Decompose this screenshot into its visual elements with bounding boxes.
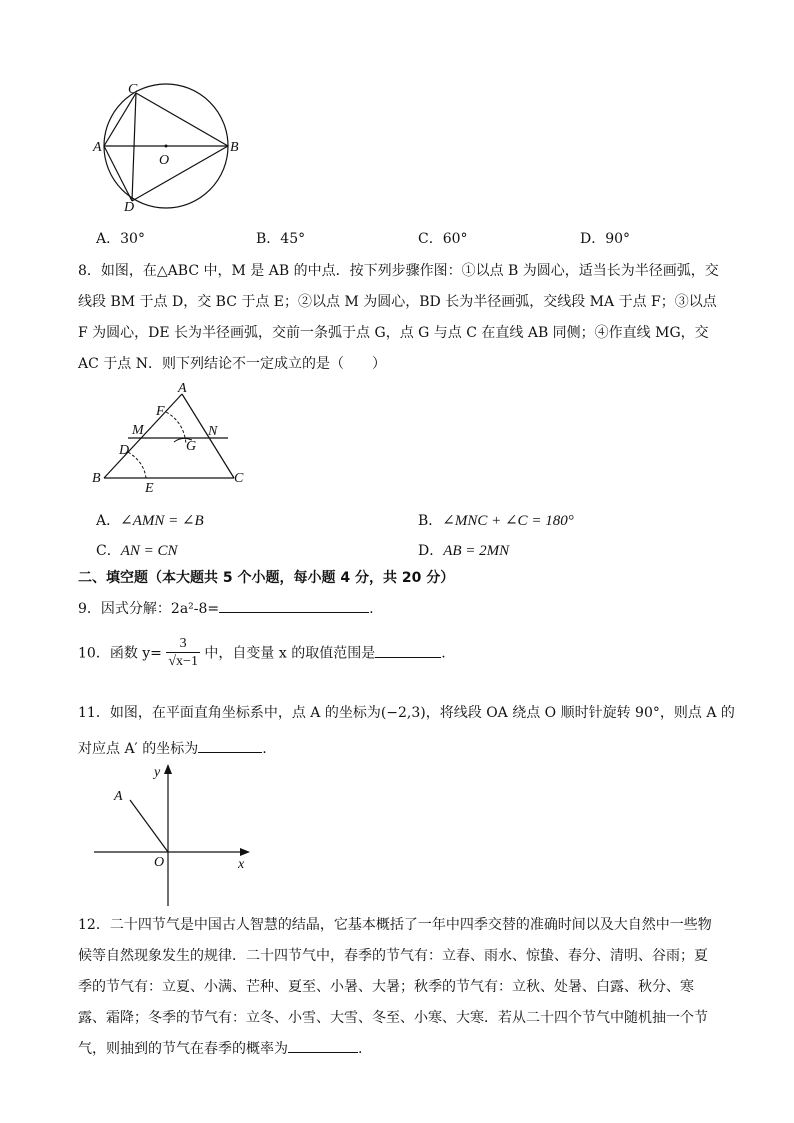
option-letter: C． (418, 231, 443, 247)
option-text: ∠AMN = ∠B (120, 513, 204, 529)
q8-line-1: 8．如图，在△ABC 中，M 是 AB 的中点．按下列步骤作图：①以点 B 为圆心，适当长为半径画弧，交 (78, 263, 719, 279)
label-m: M (132, 423, 144, 438)
x-axis-arrow (240, 848, 250, 856)
q10-end: . (441, 645, 446, 662)
option-letter: C． (96, 543, 121, 559)
option-text: ∠MNC + ∠C = 180° (442, 513, 574, 529)
q7-option-a[interactable] (96, 228, 145, 248)
q10-prefix: 10．函数 y= (78, 645, 162, 662)
label-a: A (178, 382, 187, 396)
fraction-numerator: 3 (179, 636, 187, 651)
q12-line-2: 候等自然现象发生的规律．二十四节气中，春季的节气有：立春、雨水、惊蛰、春分、清明、谷雨；夏 (78, 948, 708, 964)
option-letter: D． (580, 231, 606, 247)
arc-de (128, 452, 146, 478)
q9-line (78, 598, 374, 618)
label-d: D (119, 443, 130, 458)
label-a: A (93, 140, 102, 155)
label-f: F (156, 404, 165, 419)
label-n: N (208, 424, 218, 439)
q12-line-5-text: 气，则抽到的节气在春季的概率为 (78, 1041, 288, 1057)
segment-oa (130, 800, 168, 852)
q12-line-4: 露、霜降；冬季的节气有：立冬、小雪、大雪、冬至、小寒、大寒．若从二十四个节气中随机抽一个节 (78, 1010, 708, 1026)
segment-db (132, 146, 228, 201)
option-letter: A． (96, 231, 121, 247)
option-text: 45° (280, 231, 306, 247)
q8-line-2: 线段 BM 于点 D，交 BC 于点 E；②以点 M 为圆心，BD 长为半径画弧，交线段 MA 于点 F；③以点 (78, 294, 717, 310)
center-dot (165, 145, 168, 148)
segment-ad (104, 146, 132, 201)
q10-line (78, 636, 446, 671)
q11-answer-blank[interactable] (198, 738, 262, 753)
label-o: O (159, 153, 170, 168)
segment-ac (104, 93, 136, 146)
q9-suffix: . (369, 601, 374, 617)
q11-end: . (262, 741, 267, 757)
q10-answer-blank[interactable] (375, 643, 441, 658)
label-c: C (128, 82, 138, 97)
segment-cd (132, 93, 136, 201)
q7-option-d[interactable] (580, 228, 630, 248)
option-text: 90° (605, 231, 631, 247)
label-d: D (124, 200, 135, 215)
q11-line-1: 11．如图，在平面直角坐标系中，点 A 的坐标为(−2,3)，将线段 OA 绕点 O 顺时针旋转 90°，则点 A 的 (78, 705, 735, 721)
label-g: G (186, 439, 197, 454)
option-letter: D． (418, 543, 444, 559)
arc-fg (166, 412, 186, 444)
option-text: AB = 2MN (443, 543, 510, 559)
q8-option-a[interactable] (96, 510, 204, 530)
q8-option-c[interactable] (96, 540, 178, 560)
segment-cb (136, 93, 228, 146)
option-text: AN = CN (120, 543, 178, 559)
label-o: O (154, 855, 165, 870)
q12-line-1: 12．二十四节气是中国古人智慧的结晶，它基本概括了一年中四季交替的准确时间以及大自然中一些物 (78, 917, 712, 933)
option-text: 60° (442, 231, 468, 247)
label-y: y (154, 765, 161, 780)
q12-line-3: 季的节气有：立夏、小满、芒种、夏至、小暑、大暑；秋季的节气有：立秋、处暑、白露、秋分、寒 (78, 979, 694, 995)
q7-circle-figure (88, 80, 248, 216)
q10-suffix: 中，自变量 x 的取值范围是 (204, 645, 376, 662)
q9-answer-blank[interactable] (219, 598, 369, 613)
label-e: E (145, 481, 154, 494)
section-2-title (78, 567, 454, 587)
q11-line-2 (78, 738, 267, 758)
fraction-denominator: √x−1 (168, 654, 198, 669)
q8-triangle-figure (88, 382, 258, 494)
option-letter: A． (96, 513, 121, 529)
q8-option-b[interactable] (418, 510, 574, 530)
q12-end: . (358, 1041, 363, 1057)
option-text: 30° (120, 231, 145, 247)
y-axis-arrow (164, 764, 172, 774)
q12-answer-blank[interactable] (288, 1038, 358, 1053)
q11-line-2-text: 对应点 A′ 的坐标为 (78, 741, 199, 757)
option-letter: B． (418, 513, 443, 529)
q9-prefix: 9．因式分解：2a²-8= (78, 601, 220, 617)
q7-option-c[interactable] (418, 228, 468, 248)
q7-option-b[interactable] (256, 228, 305, 248)
label-a: A (114, 789, 123, 804)
label-b: B (230, 140, 239, 155)
q8-line-4: AC 于点 N．则下列结论不一定成立的是（ ） (78, 356, 386, 372)
label-b: B (92, 471, 101, 486)
q8-line-3: F 为圆心，DE 长为半径画弧，交前一条弧于点 G，点 G 与点 C 在直线 AB 同侧；④作直线 MG，交 (78, 325, 709, 341)
q12-line-5 (78, 1038, 362, 1058)
option-letter: B． (256, 231, 281, 247)
q8-option-d[interactable] (418, 540, 509, 560)
label-c: C (234, 471, 244, 486)
section-2-title-text: 二、填空题（本大题共 5 个小题，每小题 4 分，共 20 分） (78, 570, 455, 586)
q10-fraction (166, 636, 200, 671)
label-x: x (238, 857, 245, 872)
q11-coordinate-figure (88, 760, 258, 908)
